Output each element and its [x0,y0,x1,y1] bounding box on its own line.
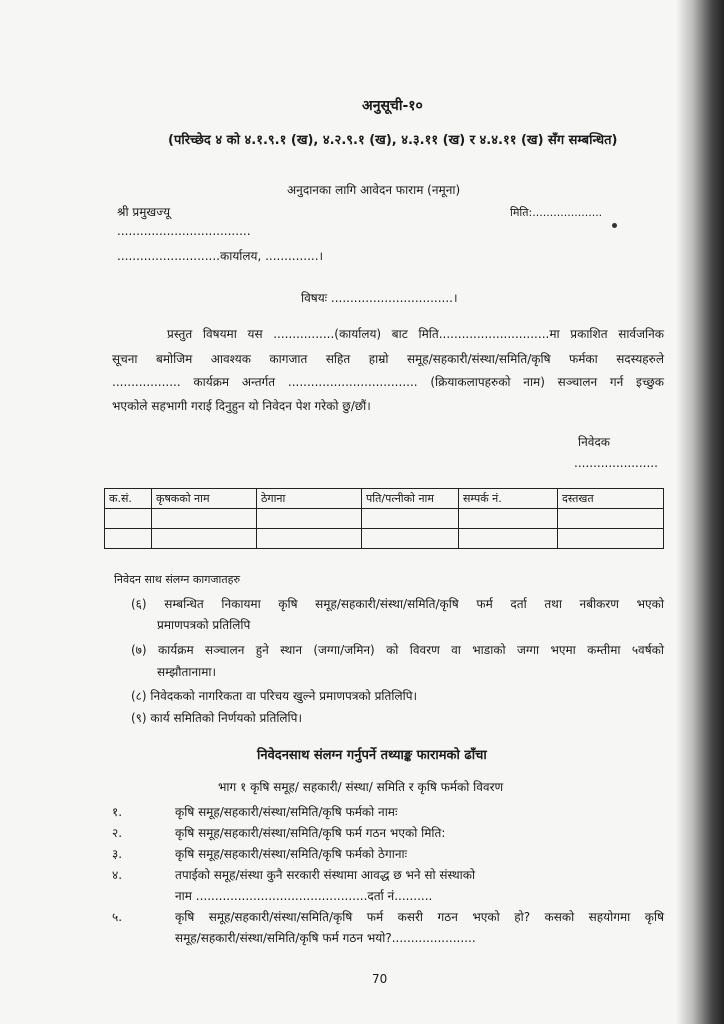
table-cell [362,529,459,549]
item-text-cont: समूह/सहकारी/संस्था/समिति/कृषि फर्म गठन भयो?...................... [175,931,476,945]
body-line-1: प्रस्तुत विषयमा यस ................(कार्यालय) बाट मिति.............................मा प्रकाशित सार्वजनिक [167,327,664,341]
address-line-2: ...........................कार्यालय, ..............। [117,249,324,263]
item-number: ४. [112,868,123,882]
table-header-row [105,489,664,509]
applicant-label: निवेदक [578,435,611,449]
col-header-serial: क.सं. [105,489,152,509]
table-row [105,529,664,549]
item-text: कृषि समूह/सहकारी/संस्था/समिति/कृषि फर्मको नामः [175,805,398,819]
attachment-item-7-cont: सम्झौतानामा। [157,665,217,679]
attachment-item-8: (८) निवेदकको नागरिकता वा परिचय खुल्ने प्रमाणपत्रको प्रतिलिपि। [131,689,418,703]
scan-edge-shadow [676,0,724,1024]
col-header-signature: दस्तखत [558,489,664,509]
attachments-heading: निवेदन साथ संलग्न कागजातहरु [114,573,241,586]
table-cell [558,509,664,529]
annex-title: अनुसूची-१० [362,98,423,114]
table-cell [362,509,459,529]
section-2-heading: निवेदनसाथ संलग्न गर्नुपर्ने तथ्याङ्क फारामको ढाँचा [257,748,487,763]
addressee: श्री प्रमुखज्यू [117,205,171,219]
col-header-address: ठेगाना [257,489,362,509]
body-line-3: .................. कार्यक्रम अन्तर्गत .................................. (क्रियाकलापहरुको नाम) सञ्चालन गर्न इच्छुक [112,375,664,389]
item-number: ३. [112,847,123,861]
col-header-contact: सम्पर्क नं. [459,489,558,509]
table-cell [257,509,362,529]
item-text: कृषि समूह/सहकारी/संस्था/समिति/कृषि फर्म गठन भएको मिति: [175,826,446,840]
body-line-4: भएकोले सहभागी गराई दिनुहुन यो निवेदन पेश गरेको छु/छौं। [112,399,371,413]
attachment-item-6-cont: प्रमाणपत्रको प्रतिलिपि [157,618,251,632]
table-cell [459,529,558,549]
table-cell [105,529,152,549]
table-cell [105,509,152,529]
item-text-cont: नाम .............................................दर्ता नं.......... [175,889,433,903]
col-header-farmer-name: कृषकको नाम [152,489,257,509]
address-line-1: ................................... [117,224,251,238]
col-header-spouse-name: पति/पत्नीको नाम [362,489,459,509]
section-2-subheading: भाग १ कृषि समूह/ सहकारी/ संस्था/ समिति र कृषि फर्मको विवरण [218,780,504,794]
date-field: मिति:.................... [510,206,603,219]
attachment-item-9: (९) कार्य समितिको निर्णयको प्रतिलिपि। [131,711,303,725]
item-text: कृषि समूह/सहकारी/संस्था/समिति/कृषि फर्म कसरी गठन भएको हो? कसको सहयोगमा कृषि [175,910,664,924]
item-text: कृषि समूह/सहकारी/संस्था/समिति/कृषि फर्मको ठेगानाः [175,847,408,861]
applicant-signature-line: ...................... [574,456,658,470]
attachment-item-6: (६) सम्बन्धित निकायमा कृषि समूह/सहकारी/संस्था/समिति/कृषि फर्म दर्ता तथा नबीकरण भएको [131,597,664,611]
attachment-item-7: (७) कार्यक्रम सञ्चालन हुने स्थान (जग्गा/जमिन) को विवरण वा भाडाको जग्गा भएमा कम्तीमा ५वर्षको [131,643,664,657]
item-text: तपाईको समूह/संस्था कुनै सरकारी संस्थामा आवद्ध छ भने सो संस्थाको [175,868,476,882]
item-number: ५. [112,910,123,924]
table-cell [152,529,257,549]
table-row [105,509,664,529]
body-line-2: सूचना बमोजिम आवश्यक कागजात सहित हाम्रो समूह/सहकारी/संस्था/समिति/कृषि फर्मका सदस्यहरुले [112,352,664,366]
member-table [104,488,664,549]
item-number: २. [112,826,123,840]
page-number: 70 [372,972,388,986]
item-number: १. [112,805,123,819]
form-title: अनुदानका लागि आवेदन फाराम (नमूना) [287,183,461,197]
table-cell [257,529,362,549]
subject-line: विषयः ................................। [301,291,458,305]
annex-reference: (परिच्छेद ४ को ४.१.९.१ (ख), ४.२.९.१ (ख), ४.३.११ (ख) र ४.४.११ (ख) सँग सम्बन्धित) [168,133,618,148]
table-cell [459,509,558,529]
table-cell [152,509,257,529]
table-cell [558,529,664,549]
ink-dot [612,223,617,228]
